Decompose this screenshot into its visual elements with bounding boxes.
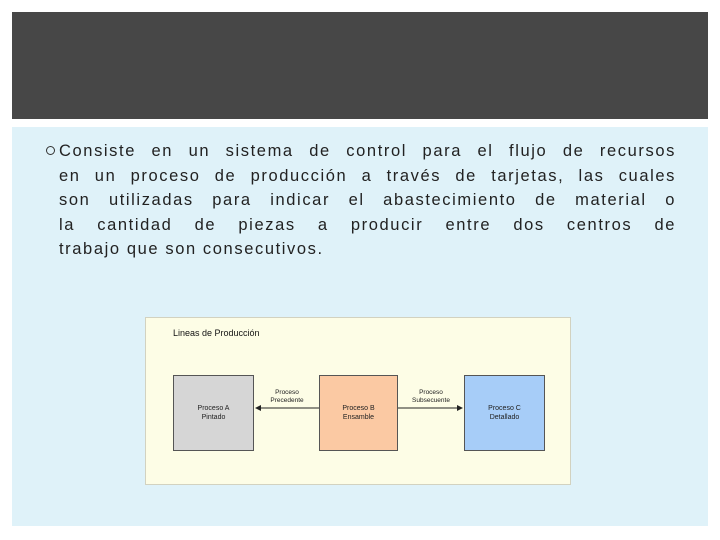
bullet-icon	[46, 146, 55, 155]
process-c-box	[464, 375, 545, 451]
paragraph-line: son utilizadas para indicar el abastecimiento de material o	[59, 191, 676, 209]
header-band	[12, 12, 708, 119]
process-a-box	[173, 375, 254, 451]
arrow-label-subsecuente	[400, 389, 462, 405]
production-line-diagram	[145, 317, 571, 485]
process-a-desc: Pintado	[201, 414, 226, 421]
arrow-label-line: Subsecuente	[412, 397, 450, 404]
body-paragraph	[59, 139, 676, 262]
process-c-name: Proceso C	[488, 405, 521, 412]
paragraph-line: Consiste en un sistema de control para el flujo de recursos	[59, 142, 676, 160]
process-b-box	[319, 375, 398, 451]
paragraph-line: trabajo que son consecutivos.	[59, 240, 324, 258]
process-b-desc: Ensamble	[342, 414, 375, 421]
paragraph-line: la cantidad de piezas a producir entre dos centros de	[59, 215, 676, 234]
arrow-label-line: Proceso	[275, 389, 299, 396]
process-c-desc: Detallado	[489, 414, 520, 421]
process-b-name: Proceso B	[342, 405, 375, 412]
arrow-label-precedente	[258, 389, 316, 405]
diagram-title: Lineas de Producción	[173, 328, 260, 338]
paragraph-line: en un proceso de producción a través de tarjetas, las cuales	[59, 166, 676, 185]
process-a-name: Proceso A	[197, 405, 230, 412]
arrow-label-line: Proceso	[419, 389, 443, 396]
arrow-label-line: Precedente	[270, 397, 304, 404]
